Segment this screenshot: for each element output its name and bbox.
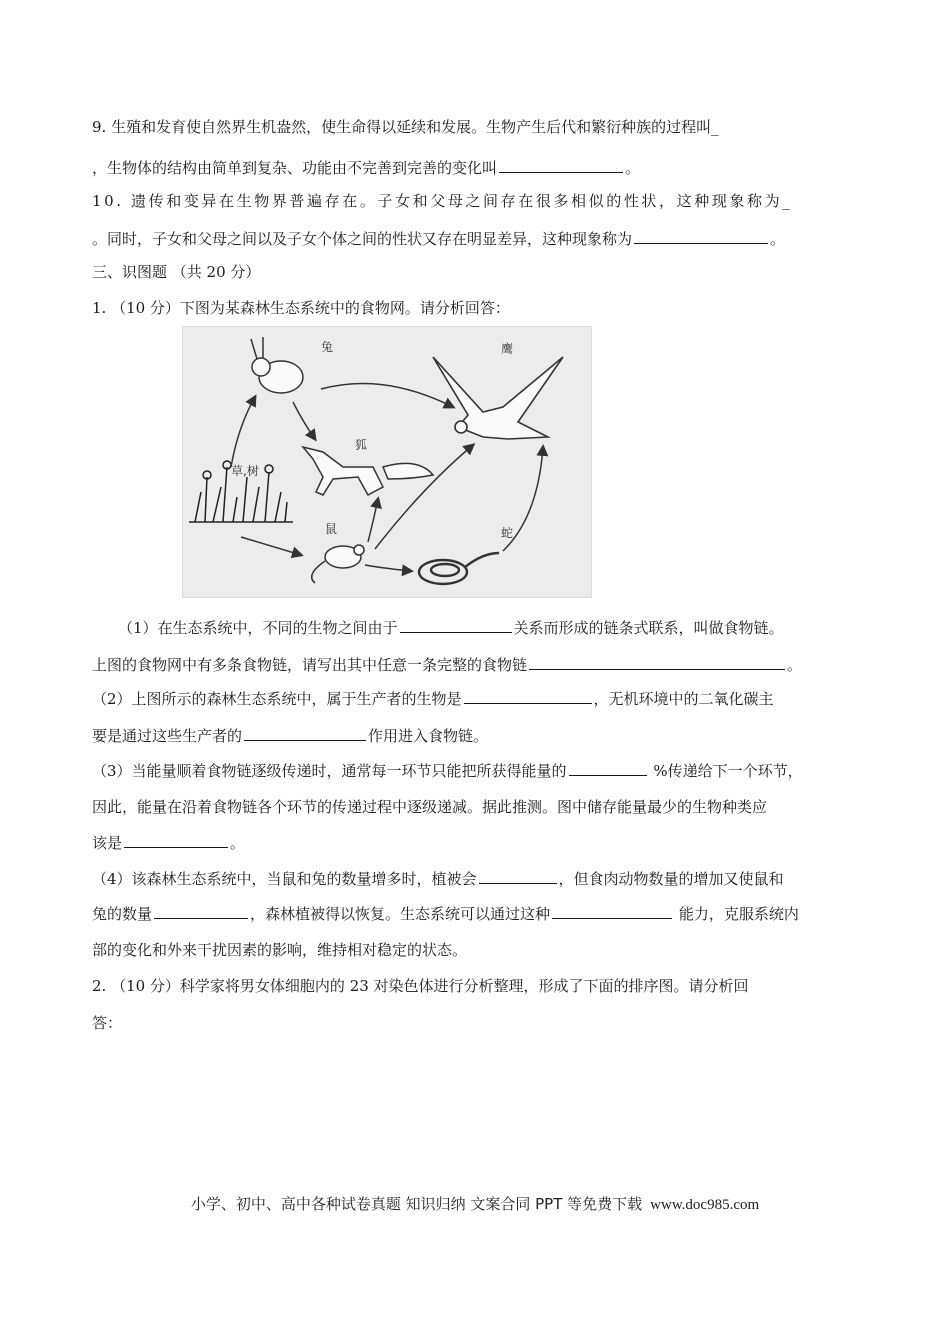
q10-line1: 10. 遗传和变异在生物界普遍存在。子女和父母之间存在很多相似的性状，这种现象称为_ <box>92 192 793 210</box>
fox-drawing <box>303 447 433 495</box>
rabbit-drawing <box>251 337 303 393</box>
section3-heading: 三、识图题 （共 20 分） <box>92 263 261 281</box>
p1-blank-quantity[interactable] <box>154 903 248 919</box>
arrow-grass-mouse <box>241 537 301 555</box>
page-footer <box>0 1193 950 1214</box>
label-grass: 草,树 <box>231 464 259 478</box>
footer-text: 小学、初中、高中各种试卷真题 知识归纳 文案合同 PPT 等免费下载 <box>190 1195 643 1213</box>
p1-blank-relation[interactable] <box>400 617 512 633</box>
label-rabbit: 兔 <box>321 340 334 354</box>
footer-url[interactable]: www.doc985.com <box>650 1197 760 1213</box>
p1-s3-line1: （3）当能量顺着食物链逐级传递时，通常每一环节只能把所获得能量的 %传递给下一个环节， <box>92 762 803 780</box>
arrow-mouse-eagle <box>375 445 473 549</box>
food-web-figure <box>182 326 592 598</box>
p1-s4-line1: （4）该森林生态系统中，当鼠和兔的数量增多时，植被会 ，但食肉动物数量的增加又使鼠和 <box>92 870 784 888</box>
p1-s1-line1: （1）在生态系统中，不同的生物之间由于 关系而形成的链条式联系，叫做食物链。 <box>118 619 784 637</box>
p1-blank-photosynthesis[interactable] <box>244 725 366 741</box>
p1-blank-vegetation[interactable] <box>479 868 557 884</box>
p1-s4-line2: 兔的数量 ，森林植被得以恢复。生态系统可以通过这种 能力，克服系统内 <box>92 905 799 923</box>
label-mouse: 鼠 <box>325 522 338 536</box>
label-eagle: 鹰 <box>501 342 514 356</box>
arrow-mouse-fox <box>368 499 378 542</box>
p1-s4-line3: 部的变化和外来干扰因素的影响，维持相对稳定的状态。 <box>92 941 468 959</box>
p1-s2-line1: （2）上图所示的森林生态系统中，属于生产者的生物是 ，无机环境中的二氧化碳主 <box>92 690 774 708</box>
p1-blank-producer[interactable] <box>464 688 592 704</box>
arrow-mouse-snake <box>365 565 411 571</box>
p1-intro: 1. （10 分）下图为某森林生态系统中的食物网。请分析回答： <box>92 299 510 317</box>
q10-line2: 。同时，子女和父母之间以及子女个体之间的性状又存在明显差异，这种现象称为 。 <box>92 230 786 248</box>
eagle-drawing <box>433 357 563 439</box>
p1-blank-least-energy[interactable] <box>124 832 228 848</box>
q9-blank-development[interactable] <box>499 157 623 173</box>
mouse-drawing <box>312 545 364 583</box>
p2-line1: 2. （10 分）科学家将男女体细胞内的 23 对染色体进行分析整理，形成了下面的排序图。请分析回 <box>92 977 749 995</box>
arrow-rabbit-fox <box>293 402 315 439</box>
p1-s3-line3: 该是 。 <box>92 834 246 852</box>
p1-blank-food-chain[interactable] <box>529 654 785 670</box>
q9-line2: ，生物体的结构由简单到复杂、功能由不完善到完善的变化叫 。 <box>92 159 641 177</box>
snake-drawing <box>419 553 499 584</box>
p1-s1-line2: 上图的食物网中有多条食物链，请写出其中任意一条完整的食物链 。 <box>92 656 803 674</box>
p1-blank-percent[interactable] <box>569 760 647 776</box>
arrow-grass-rabbit <box>231 397 255 467</box>
p1-blank-self-regulation[interactable] <box>552 903 672 919</box>
label-snake: 蛇 <box>501 526 514 540</box>
q10-blank-variation[interactable] <box>634 228 768 244</box>
food-web-diagram <box>183 327 591 597</box>
arrow-rabbit-eagle <box>321 383 453 407</box>
p1-s2-line2: 要是通过这些生产者的 作用进入食物链。 <box>92 727 489 745</box>
p2-line2: 答： <box>92 1014 123 1032</box>
label-fox: 狐 <box>355 438 368 452</box>
q9-line1: 9. 生殖和发育使自然界生机盎然，使生命得以延续和发展。生物产生后代和繁衍种族的过程叫_ <box>92 118 719 136</box>
p1-s3-line2: 因此，能量在沿着食物链各个环节的传递过程中逐级递减。据此推测。图中储存能量最少的生物种类应 <box>92 798 768 816</box>
